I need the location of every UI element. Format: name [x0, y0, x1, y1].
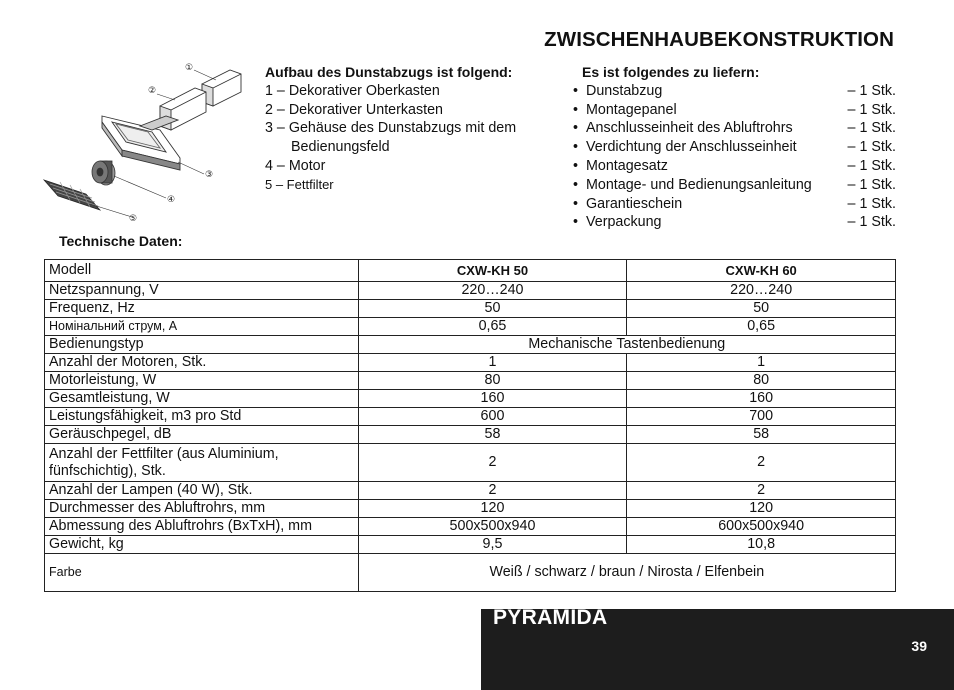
table-row: Anzahl der Fettfilter (aus Aluminium, fünfschichtig), Stk. 2 2 [45, 444, 896, 482]
hood-housing-drawing [102, 116, 180, 170]
callout-2: ② [147, 86, 157, 96]
bullet: • [572, 101, 578, 118]
component-item: 1 – Dekorativer Oberkasten [265, 82, 440, 99]
components-list [265, 63, 516, 195]
components-heading: Aufbau des Dunstabzugs ist folgend: [265, 64, 513, 80]
exploded-view-diagram [40, 58, 255, 228]
bullet: • [572, 195, 578, 212]
component-item: 5 – Fettfilter [265, 176, 334, 192]
page-number: 39 [911, 638, 927, 654]
delivery-item: • Anschlusseinheit des Abluftrohrs – 1 Stk. [565, 119, 896, 138]
header-label: Modell [45, 260, 359, 282]
delivery-item: • Garantieschein – 1 Stk. [565, 195, 896, 214]
table-row: Anzahl der Lampen (40 W), Stk. 2 2 [45, 482, 896, 500]
table-row: Gesamtleistung, W 160 160 [45, 390, 896, 408]
header-model-1: CXW-KH 50 [358, 260, 627, 282]
table-row: Bedienungstyp Mechanische Tastenbedienung [45, 336, 896, 354]
delivery-item: • Dunstabzug – 1 Stk. [565, 82, 896, 101]
tech-data-heading: Technische Daten: [59, 233, 183, 249]
upper-decorative-box-drawing [202, 70, 241, 106]
component-item: 2 – Dekorativer Unterkasten [265, 101, 443, 118]
delivery-item: • Montage- und Bedienungsanleitung – 1 Stk. [565, 176, 896, 195]
grease-filter-drawing [44, 180, 100, 210]
bullet: • [572, 82, 578, 99]
callout-5: ⑤ [128, 214, 138, 224]
table-row: Anzahl der Motoren, Stk. 1 1 [45, 354, 896, 372]
delivery-item: • Montagepanel – 1 Stk. [565, 101, 896, 120]
table-row: Farbe Weiß / schwarz / braun / Nirosta / Elfenbein [45, 554, 896, 592]
callout-3: ③ [204, 170, 214, 180]
bullet: • [572, 157, 578, 174]
callout-1: ① [184, 63, 194, 73]
footer-bar [481, 606, 954, 690]
callout-4: ④ [166, 195, 176, 205]
header-model-2: CXW-KH 60 [627, 260, 896, 282]
table-row: Motorleistung, W 80 80 [45, 372, 896, 390]
page-title: ZWISCHENHAUBEKONSTRUKTION [544, 28, 894, 51]
brand-logo: PYRAMIDA [493, 606, 608, 629]
table-header-row [45, 260, 896, 282]
table-row: Geräuschpegel, dB 58 58 [45, 426, 896, 444]
bullet: • [572, 139, 578, 156]
table-row: Leistungsfähigkeit, m3 pro Std 600 700 [45, 408, 896, 426]
table-row: Abmessung des Abluftrohrs (BxTxH), mm 500x500x940 600x500x940 [45, 518, 896, 536]
component-item: 4 – Motor [265, 157, 326, 174]
delivery-item: • Verdichtung der Anschlusseinheit – 1 Stk. [565, 138, 896, 157]
bullet: • [572, 176, 578, 193]
delivery-list [565, 63, 896, 232]
delivery-item: • Montagesatz – 1 Stk. [565, 157, 896, 176]
delivery-item: • Verpackung – 1 Stk. [565, 213, 896, 232]
delivery-heading: Es ist folgendes zu liefern: [582, 64, 760, 80]
component-item: 3 – Gehäuse des Dunstabzugs mit dem [265, 120, 517, 137]
bullet: • [572, 214, 578, 231]
table-row: Gewicht, kg 9,5 10,8 [45, 536, 896, 554]
table-row: Номінальний струм, А 0,65 0,65 [45, 318, 896, 336]
bullet: • [572, 120, 578, 137]
motor-drawing [92, 161, 115, 185]
component-item-continuation: Bedienungsfeld [291, 139, 390, 156]
table-row: Netzspannung, V 220…240 220…240 [45, 282, 896, 300]
table-row: Durchmesser des Abluftrohrs, mm 120 120 [45, 500, 896, 518]
spec-table [44, 259, 896, 592]
table-row: Frequenz, Hz 50 50 [45, 300, 896, 318]
